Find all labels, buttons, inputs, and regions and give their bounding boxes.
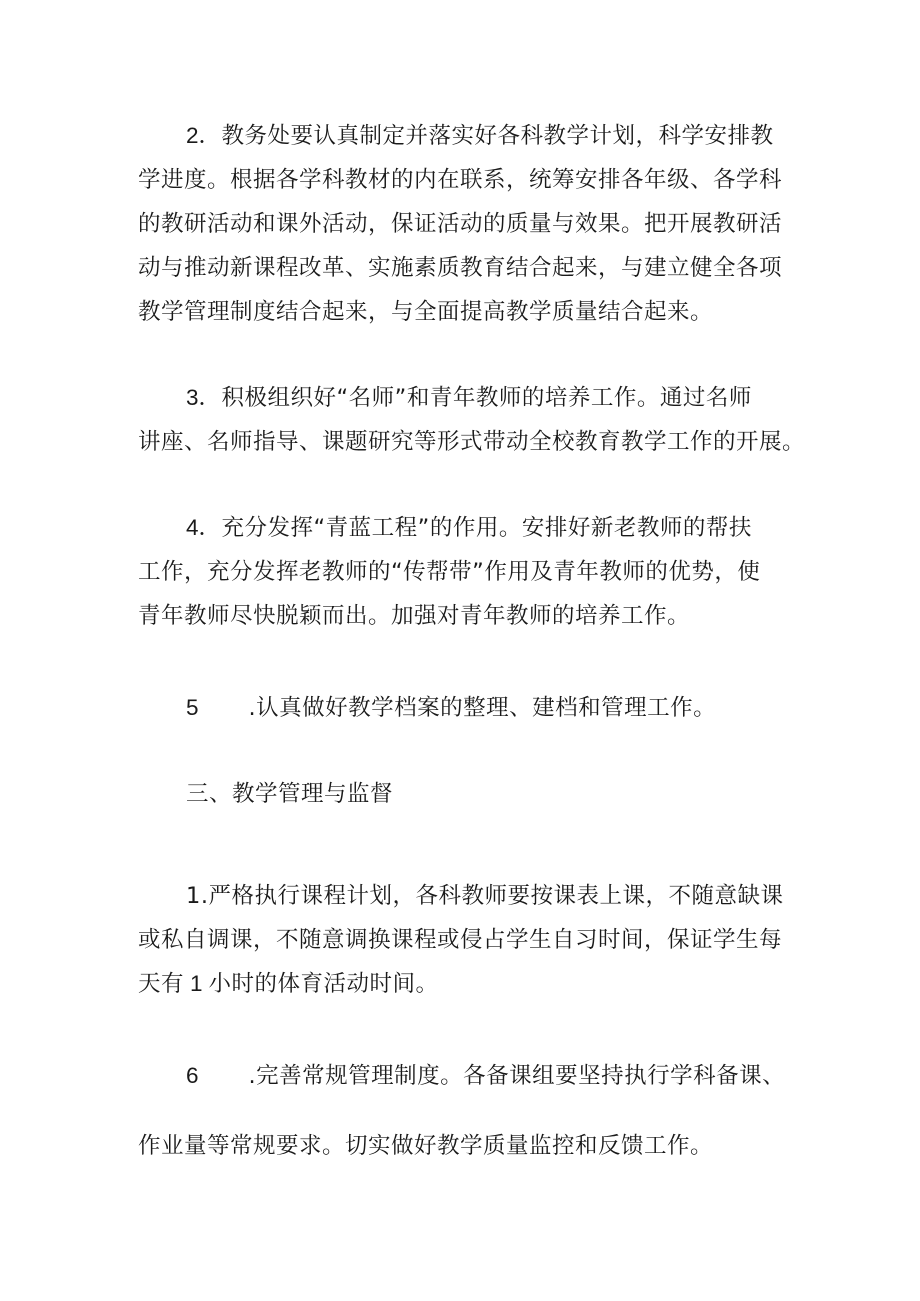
paragraph-5-number: 5 (186, 695, 199, 720)
section-3-paragraph-1-line-3 (138, 970, 439, 998)
paragraph-3-text-1: ．积极组织好“名师”和青年教师的培养工作。通过名师 (198, 385, 752, 411)
paragraph-2-number: 2 (186, 123, 199, 148)
section-3-paragraph-1-line-3-num: 1 (190, 971, 203, 996)
paragraph-4-line-3: 青年教师尽快脱颖而出。加强对青年教师的培养工作。 (138, 603, 691, 629)
paragraph-4-line-2: 工作，充分发挥老教师的“传帮带”作用及青年教师的优势，使 (138, 559, 761, 585)
paragraph-5-text-1: .认真做好教学档案的整理、建档和管理工作。 (248, 695, 717, 721)
paragraph-3-line-1 (186, 384, 752, 412)
section-3-paragraph-1-line-3-a: 天有 (138, 971, 185, 997)
section-3-paragraph-6-line-1 (186, 1062, 785, 1090)
paragraph-6-text-1: .完善常规管理制度。各备课组要坚持执行学科备课、 (248, 1063, 786, 1089)
paragraph-4-text-1: ．充分发挥“青蓝工程”的作用。安排好新老教师的帮扶 (198, 515, 752, 541)
paragraph-3-line-2: 讲座、名师指导、课题研究等形式带动全校教育教学工作的开展。 (138, 429, 806, 455)
section-3-paragraph-1-line-2: 或私自调课，不随意调换课程或侵占学生自习时间，保证学生每 (138, 927, 783, 953)
paragraph-6-number: 6 (186, 1063, 199, 1088)
section-3-paragraph-1-line-3-b: 小时的体育活动时间。 (208, 971, 439, 997)
section-3-heading: 三、教学管理与监督 (186, 781, 394, 807)
paragraph-2-text-1: ．教务处要认真制定并落实好各科教学计划，科学安排教 (198, 123, 774, 149)
paragraph-4-line-1 (186, 514, 752, 542)
paragraph-2-line-4: 动与推动新课程改革、实施素质教育结合起来，与建立健全各项 (138, 255, 783, 281)
paragraph-5-line-1 (186, 694, 716, 722)
section-3-paragraph-6-line-2: 作业量等常规要求。切实做好教学质量监控和反馈工作。 (138, 1133, 714, 1159)
paragraph-2-line-3: 的教研活动和课外活动，保证活动的质量与效果。把开展教研活 (138, 211, 783, 237)
paragraph-2-line-1 (186, 122, 774, 150)
paragraph-4-number: 4 (186, 515, 199, 540)
section-3-paragraph-1-line-1: 1.严格执行课程计划，各科教师要按课表上课，不随意缺课 (186, 883, 784, 909)
paragraph-2-line-5: 教学管理制度结合起来，与全面提高教学质量结合起来。 (138, 299, 714, 325)
paragraph-2-line-2: 学进度。根据各学科教材的内在联系，统筹安排各年级、各学科 (138, 167, 783, 193)
paragraph-3-number: 3 (186, 385, 199, 410)
